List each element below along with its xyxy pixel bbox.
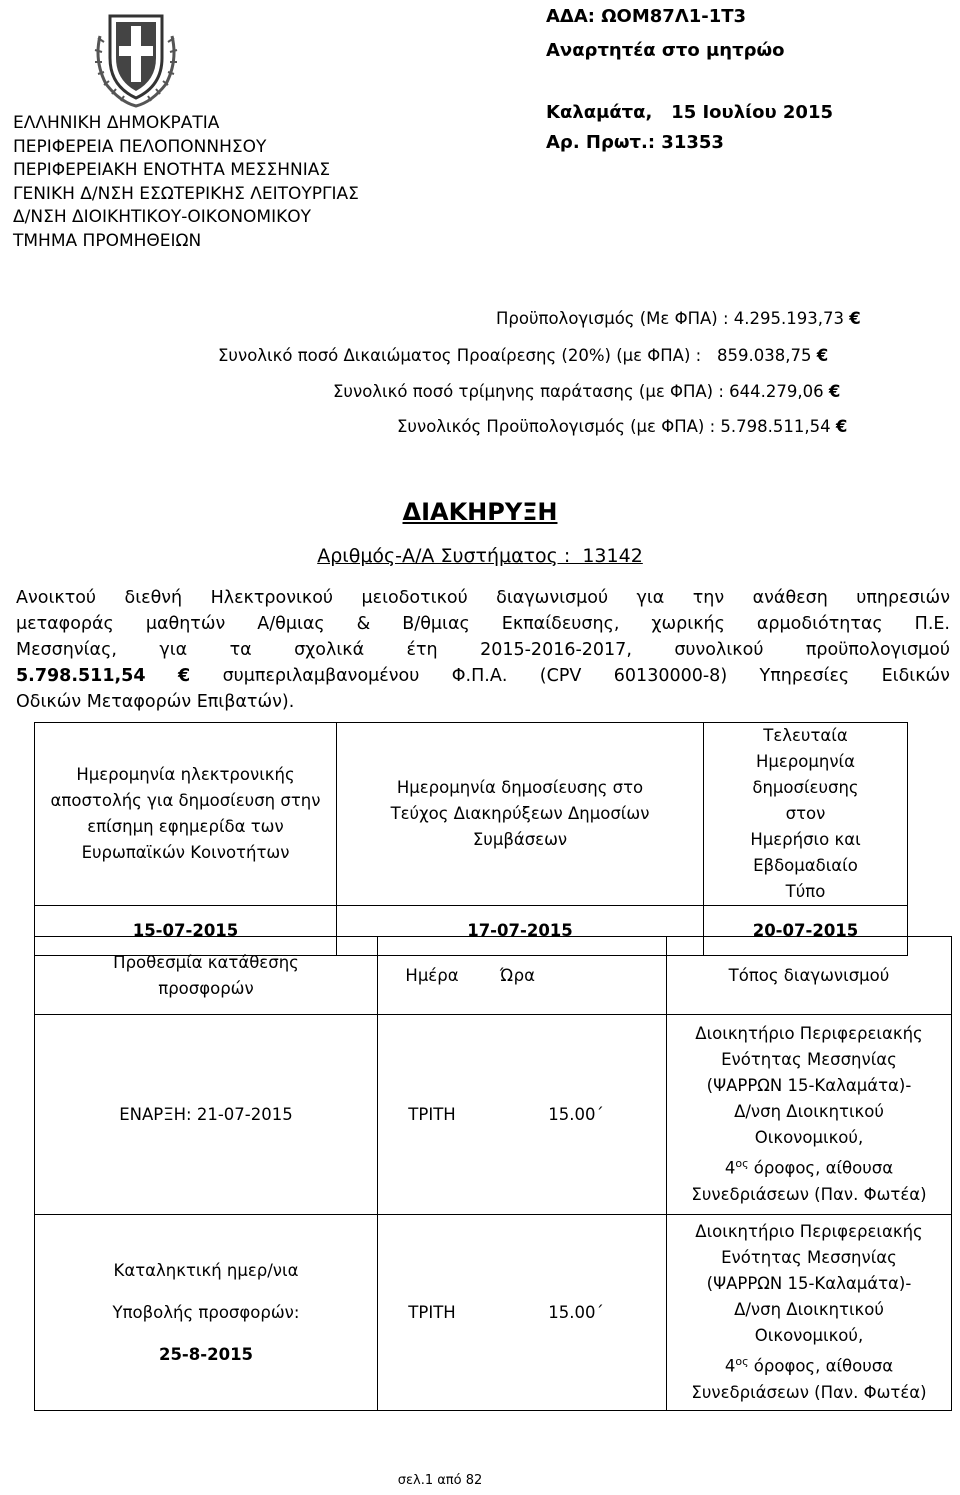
euro-icon: € <box>835 417 848 436</box>
authority-line: ΠΕΡΙΦΕΡΕΙΑΚΗ ΕΝΟΤΗΤΑ ΜΕΣΣΗΝΙΑΣ <box>13 160 331 180</box>
table-header-cell: Τελευταία Ημερομηνία δημοσίευσης στον Ημερήσιο και Εβδομαδιαίο Τύπο <box>704 723 908 906</box>
place-date: Καλαμάτα, 15 Ιουλίου 2015 <box>546 102 833 123</box>
authority-line: ΤΜΗΜΑ ΠΡΟΜΗΘΕΙΩΝ <box>13 230 202 251</box>
description-line: Μεσσηνίας, για τα σχολικά έτη 2015-2016-2017, συνολικού προϋπολογισμού <box>16 640 950 660</box>
system-number: Αριθμός-Α/Α Συστήματος : 13142 <box>317 545 643 567</box>
greek-coat-of-arms-emblem <box>84 6 188 110</box>
table-cell: 15-07-2015 <box>35 906 337 956</box>
table-cell: 15.00΄ <box>486 1215 667 1411</box>
budget-line-2: Συνολικό ποσό Δικαιώματος Προαίρεσης (20%) (με ΦΠΑ) : 859.038,75 € <box>218 346 829 365</box>
table-cell-place: Διοικητήριο Περιφερειακής Ενότητας Μεσσηνίας (ΨΑΡΡΩΝ 15-Καλαμάτα)- Δ/νση Διοικητικού Οικονομικού, $4^{o\varsigma}$ όροφος, αίθουσα Συνεδριάσεων (Παν. Φωτέα) <box>667 1215 952 1411</box>
budget-line-1: Προϋπολογισμός (Με ΦΠΑ) : 4.295.193,73 € <box>496 309 861 328</box>
issuing-authority <box>13 112 359 253</box>
table-cell: Καταληκτική ημερ/νια Υποβολής προσφορών: 25-8-2015 <box>35 1215 378 1411</box>
ada-number: ΑΔΑ: ΩΟΜ87Λ1-1Τ3 <box>546 6 747 27</box>
table-cell: ΤΡΙΤΗ <box>378 1015 487 1215</box>
table-header-cell: Προθεσμία κατάθεσης προσφορών <box>35 937 378 1015</box>
document-title: ΔΙΑΚΗΡΥΞΗ <box>402 498 558 526</box>
table-header-cell: Τόπος διαγωνισμού <box>667 937 952 1015</box>
table-cell: ΤΡΙΤΗ <box>378 1215 487 1411</box>
table-header-cell: Ώρα <box>486 937 667 1015</box>
authority-line: Δ/ΝΣΗ ΔΙΟΙΚΗΤΙΚΟΥ-ΟΙΚΟΝΟΜΙΚΟΥ <box>13 207 312 227</box>
authority-line: ΠΕΡΙΦΕΡΕΙΑ ΠΕΛΟΠΟΝΝΗΣΟΥ <box>13 136 267 157</box>
budget-line-3: Συνολικό ποσό τρίμηνης παράτασης (με ΦΠΑ) : 644.279,06 € <box>333 382 841 401</box>
publication-dates-table <box>34 722 908 956</box>
table-header-cell: Ημερομηνία ηλεκτρονικής αποστολής για δημοσίευση στην επίσημη εφημερίδα των Ευρωπαϊκών Κοινοτήτων <box>35 723 337 906</box>
euro-icon: € <box>177 666 191 686</box>
budget-line-4: Συνολικός Προϋπολογισμός (με ΦΠΑ) : 5.798.511,54 € <box>397 417 848 436</box>
euro-icon: € <box>828 382 841 401</box>
table-cell: 15.00΄ <box>486 1015 667 1215</box>
table-cell: ΕΝΑΡΞΗ: 21-07-2015 <box>35 1015 378 1215</box>
description-line: Ανοικτού διεθνή Ηλεκτρονικού μειοδοτικού διαγωνισμού για την ανάθεση υπηρεσιών <box>16 588 950 608</box>
notice-description <box>16 585 950 715</box>
page-number: σελ.1 από 82 <box>397 1473 483 1488</box>
euro-icon: € <box>816 346 829 365</box>
submission-deadline-table <box>34 936 952 1411</box>
table-cell-place: Διοικητήριο Περιφερειακής Ενότητας Μεσσηνίας (ΨΑΡΡΩΝ 15-Καλαμάτα)- Δ/νση Διοικητικού Οικονομικού, $4^{o\varsigma}$ όροφος, αίθουσα Συνεδριάσεων (Παν. Φωτέα) <box>667 1015 952 1215</box>
description-line: 5.798.511,54 € συμπεριλαμβανομένου Φ.Π.Α. (CPV 60130000-8) Υπηρεσίες Ειδικών <box>16 666 950 686</box>
authority-line: ΓΕΝΙΚΗ Δ/ΝΣΗ ΕΣΩΤΕΡΙΚΗΣ ΛΕΙΤΟΥΡΓΙΑΣ <box>13 183 359 204</box>
euro-icon: € <box>849 309 861 328</box>
authority-line: ΕΛΛΗΝΙΚΗ ΔΗΜΟΚΡΑΤΙΑ <box>13 113 220 133</box>
table-cell: 20-07-2015 <box>704 906 908 956</box>
table-cell: 17-07-2015 <box>337 906 704 956</box>
posting-note: Αναρτητέα στο μητρώο <box>546 40 785 61</box>
protocol-number: Αρ. Πρωτ.: 31353 <box>546 132 724 153</box>
table-header-cell: Ημερομηνία δημοσίευσης στο Τεύχος Διακηρύξεων Δημοσίων Συμβάσεων <box>337 723 704 906</box>
table-header-cell: Ημέρα <box>378 937 487 1015</box>
description-line: Οδικών Μεταφορών Επιβατών). <box>16 692 295 712</box>
description-line: μεταφοράς μαθητών Α/θμιας & Β/θμιας Εκπαίδευσης, χωρικής αρμοδιότητας Π.Ε. <box>16 614 950 634</box>
